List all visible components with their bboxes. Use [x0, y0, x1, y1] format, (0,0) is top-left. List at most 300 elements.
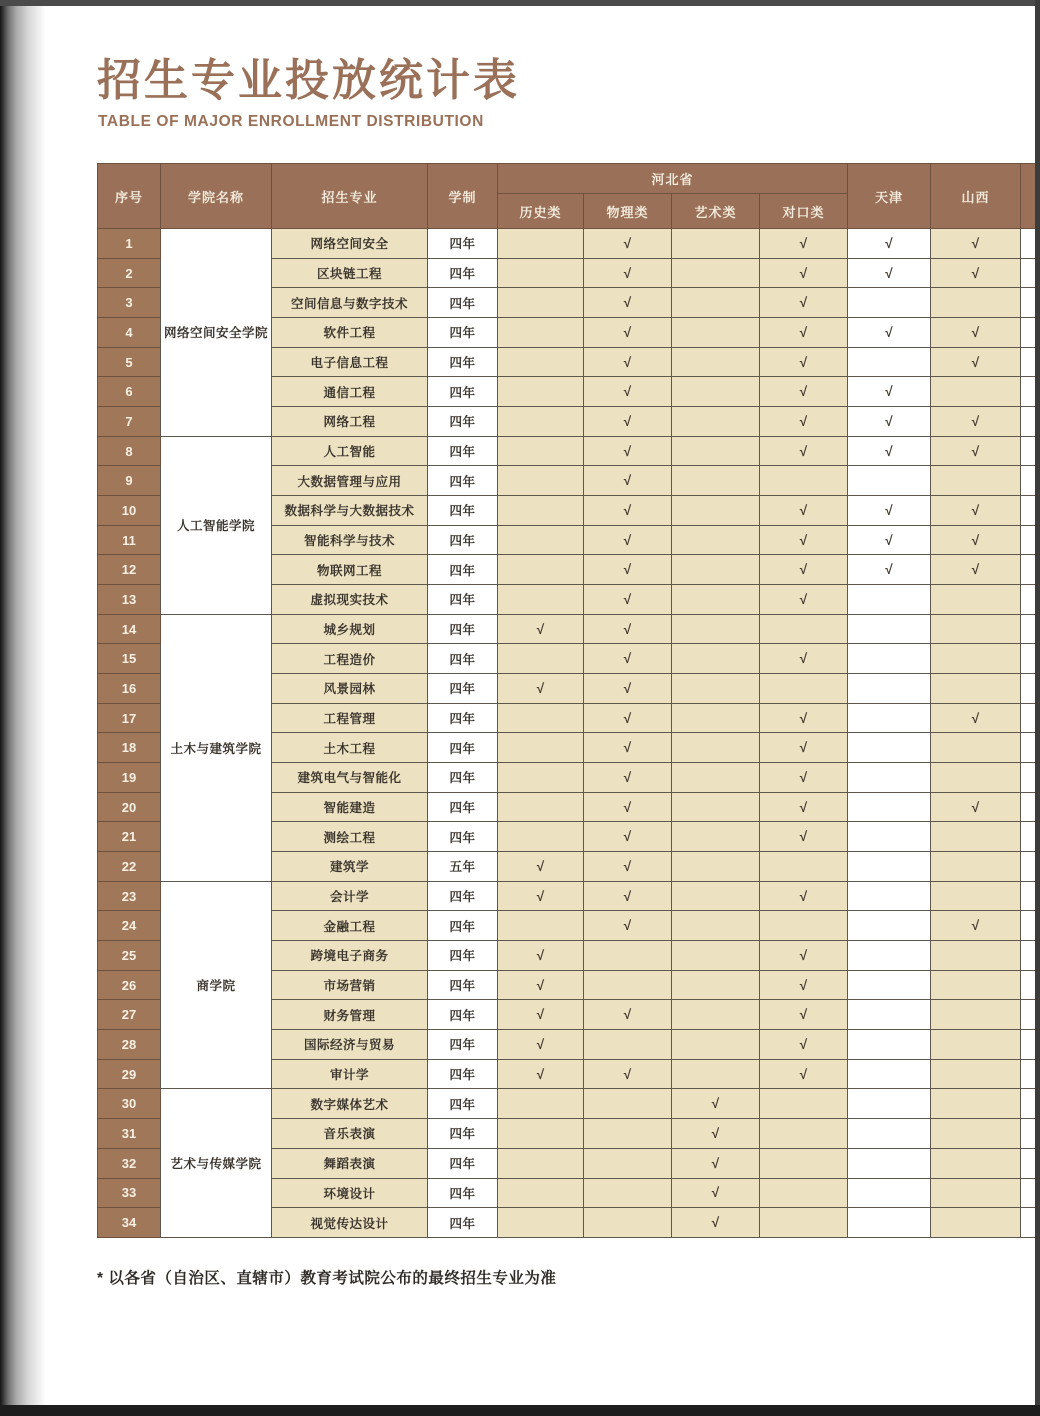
major-cell: 建筑电气与智能化	[272, 763, 428, 793]
check-cell-physics: √	[584, 377, 672, 407]
check-cell-history: √	[498, 1030, 584, 1060]
major-cell: 工程造价	[272, 644, 428, 674]
overflow-cut-cell	[1021, 436, 1035, 466]
check-cell-shanxi	[931, 822, 1021, 852]
major-cell: 审计学	[272, 1059, 428, 1089]
check-cell-arts	[672, 288, 760, 318]
header-history: 历史类	[498, 194, 584, 229]
row-number-cell: 1	[98, 229, 161, 259]
check-cell-tianjin	[848, 585, 931, 615]
check-cell-tianjin	[848, 288, 931, 318]
check-cell-arts: √	[672, 1178, 760, 1208]
header-college: 学院名称	[161, 164, 272, 229]
major-cell: 人工智能	[272, 436, 428, 466]
check-cell-tianjin	[848, 674, 931, 704]
check-cell-tianjin	[848, 644, 931, 674]
header-arts: 艺术类	[672, 194, 760, 229]
check-cell-duikou: √	[760, 733, 848, 763]
check-cell-physics	[584, 1030, 672, 1060]
major-cell: 市场营销	[272, 970, 428, 1000]
row-number-cell: 8	[98, 436, 161, 466]
check-cell-shanxi	[931, 585, 1021, 615]
check-cell-tianjin: √	[848, 229, 931, 259]
check-cell-history	[498, 288, 584, 318]
overflow-cut-cell	[1021, 258, 1035, 288]
check-cell-shanxi	[931, 288, 1021, 318]
check-cell-physics: √	[584, 585, 672, 615]
check-cell-physics	[584, 970, 672, 1000]
overflow-cut-cell	[1021, 941, 1035, 971]
header-row-1	[98, 164, 1036, 194]
check-cell-arts	[672, 525, 760, 555]
header-physics: 物理类	[584, 194, 672, 229]
check-cell-duikou	[760, 674, 848, 704]
major-cell: 智能科学与技术	[272, 525, 428, 555]
check-cell-shanxi	[931, 614, 1021, 644]
major-cell: 音乐表演	[272, 1119, 428, 1149]
check-cell-arts	[672, 318, 760, 348]
row-number-cell: 4	[98, 318, 161, 348]
check-cell-physics: √	[584, 763, 672, 793]
duration-cell: 四年	[428, 288, 498, 318]
check-cell-physics: √	[584, 318, 672, 348]
overflow-cut-cell	[1021, 585, 1035, 615]
check-cell-shanxi	[931, 466, 1021, 496]
check-cell-history	[498, 318, 584, 348]
check-cell-history	[498, 585, 584, 615]
major-cell: 环境设计	[272, 1178, 428, 1208]
overflow-cut-cell	[1021, 318, 1035, 348]
check-cell-tianjin: √	[848, 555, 931, 585]
row-number-cell: 29	[98, 1059, 161, 1089]
overflow-cut-cell	[1021, 822, 1035, 852]
row-number-cell: 2	[98, 258, 161, 288]
check-cell-duikou: √	[760, 644, 848, 674]
check-cell-history	[498, 377, 584, 407]
major-cell: 跨境电子商务	[272, 941, 428, 971]
major-cell: 空间信息与数字技术	[272, 288, 428, 318]
duration-cell: 四年	[428, 1208, 498, 1238]
check-cell-physics: √	[584, 822, 672, 852]
check-cell-duikou: √	[760, 585, 848, 615]
check-cell-arts	[672, 377, 760, 407]
major-cell: 网络空间安全	[272, 229, 428, 259]
row-number-cell: 23	[98, 881, 161, 911]
check-cell-tianjin	[848, 911, 931, 941]
check-cell-arts	[672, 763, 760, 793]
overflow-cut-cell	[1021, 1089, 1035, 1119]
check-cell-shanxi	[931, 1178, 1021, 1208]
check-cell-shanxi	[931, 763, 1021, 793]
overflow-cut-cell	[1021, 347, 1035, 377]
duration-cell: 四年	[428, 496, 498, 526]
header-hebei-group: 河北省	[498, 164, 848, 194]
check-cell-physics	[584, 1208, 672, 1238]
duration-cell: 四年	[428, 970, 498, 1000]
major-cell: 金融工程	[272, 911, 428, 941]
duration-cell: 四年	[428, 1059, 498, 1089]
check-cell-history	[498, 911, 584, 941]
duration-cell: 四年	[428, 614, 498, 644]
overflow-cut-cell	[1021, 881, 1035, 911]
check-cell-tianjin	[848, 970, 931, 1000]
check-cell-arts	[672, 347, 760, 377]
check-cell-history	[498, 229, 584, 259]
check-cell-shanxi: √	[931, 318, 1021, 348]
check-cell-duikou: √	[760, 941, 848, 971]
check-cell-shanxi: √	[931, 229, 1021, 259]
photo-edge-right	[1035, 0, 1040, 1416]
check-cell-arts	[672, 496, 760, 526]
check-cell-history	[498, 1089, 584, 1119]
check-cell-physics: √	[584, 258, 672, 288]
check-cell-tianjin: √	[848, 436, 931, 466]
duration-cell: 四年	[428, 436, 498, 466]
check-cell-tianjin: √	[848, 258, 931, 288]
check-cell-physics	[584, 1148, 672, 1178]
row-number-cell: 32	[98, 1148, 161, 1178]
overflow-cut-cell	[1021, 1059, 1035, 1089]
duration-cell: 四年	[428, 1030, 498, 1060]
overflow-cut-cell	[1021, 644, 1035, 674]
row-number-cell: 17	[98, 703, 161, 733]
row-number-cell: 16	[98, 674, 161, 704]
check-cell-arts	[672, 881, 760, 911]
check-cell-shanxi	[931, 1089, 1021, 1119]
check-cell-shanxi	[931, 377, 1021, 407]
row-number-cell: 12	[98, 555, 161, 585]
check-cell-tianjin	[848, 1030, 931, 1060]
check-cell-shanxi: √	[931, 555, 1021, 585]
check-cell-tianjin	[848, 1148, 931, 1178]
check-cell-physics: √	[584, 466, 672, 496]
check-cell-shanxi: √	[931, 258, 1021, 288]
row-number-cell: 13	[98, 585, 161, 615]
duration-cell: 四年	[428, 258, 498, 288]
row-number-cell: 14	[98, 614, 161, 644]
duration-cell: 四年	[428, 881, 498, 911]
duration-cell: 四年	[428, 555, 498, 585]
check-cell-history: √	[498, 881, 584, 911]
check-cell-shanxi	[931, 852, 1021, 882]
overflow-cut-cell	[1021, 614, 1035, 644]
check-cell-duikou	[760, 1148, 848, 1178]
check-cell-tianjin: √	[848, 377, 931, 407]
table-row	[98, 614, 1036, 644]
duration-cell: 四年	[428, 1119, 498, 1149]
overflow-cut-cell	[1021, 970, 1035, 1000]
check-cell-duikou: √	[760, 970, 848, 1000]
check-cell-history	[498, 496, 584, 526]
duration-cell: 四年	[428, 407, 498, 437]
check-cell-duikou	[760, 1178, 848, 1208]
check-cell-shanxi	[931, 881, 1021, 911]
check-cell-physics: √	[584, 792, 672, 822]
row-number-cell: 18	[98, 733, 161, 763]
check-cell-arts	[672, 1030, 760, 1060]
check-cell-shanxi: √	[931, 911, 1021, 941]
check-cell-duikou: √	[760, 407, 848, 437]
overflow-cut-cell	[1021, 407, 1035, 437]
check-cell-duikou	[760, 614, 848, 644]
check-cell-physics: √	[584, 733, 672, 763]
college-name-cell: 网络空间安全学院	[161, 229, 272, 437]
check-cell-tianjin	[848, 763, 931, 793]
check-cell-history: √	[498, 1059, 584, 1089]
row-number-cell: 9	[98, 466, 161, 496]
check-cell-history	[498, 258, 584, 288]
check-cell-duikou	[760, 911, 848, 941]
check-cell-duikou: √	[760, 703, 848, 733]
check-cell-history	[498, 466, 584, 496]
check-cell-history: √	[498, 614, 584, 644]
check-cell-tianjin	[848, 852, 931, 882]
major-cell: 虚拟现实技术	[272, 585, 428, 615]
check-cell-arts	[672, 941, 760, 971]
check-cell-physics: √	[584, 229, 672, 259]
check-cell-duikou: √	[760, 525, 848, 555]
major-cell: 城乡规划	[272, 614, 428, 644]
check-cell-history	[498, 1119, 584, 1149]
check-cell-tianjin	[848, 1000, 931, 1030]
check-cell-history	[498, 1208, 584, 1238]
overflow-cut-cell	[1021, 1208, 1035, 1238]
row-number-cell: 31	[98, 1119, 161, 1149]
row-number-cell: 11	[98, 525, 161, 555]
check-cell-shanxi	[931, 941, 1021, 971]
major-cell: 数据科学与大数据技术	[272, 496, 428, 526]
header-duration: 学制	[428, 164, 498, 229]
major-cell: 风景园林	[272, 674, 428, 704]
check-cell-arts	[672, 852, 760, 882]
college-name-cell: 土木与建筑学院	[161, 614, 272, 881]
check-cell-tianjin	[848, 1208, 931, 1238]
page-title: 招生专业投放统计表	[97, 56, 520, 105]
check-cell-arts	[672, 733, 760, 763]
overflow-cut-cell	[1021, 852, 1035, 882]
check-cell-shanxi	[931, 1148, 1021, 1178]
check-cell-history: √	[498, 970, 584, 1000]
check-cell-history	[498, 763, 584, 793]
check-cell-arts: √	[672, 1148, 760, 1178]
check-cell-shanxi	[931, 674, 1021, 704]
overflow-cut-cell	[1021, 377, 1035, 407]
check-cell-tianjin	[848, 733, 931, 763]
overflow-cut-cell	[1021, 229, 1035, 259]
major-cell: 软件工程	[272, 318, 428, 348]
check-cell-duikou: √	[760, 288, 848, 318]
major-cell: 物联网工程	[272, 555, 428, 585]
check-cell-tianjin	[848, 1059, 931, 1089]
check-cell-physics: √	[584, 644, 672, 674]
row-number-cell: 24	[98, 911, 161, 941]
check-cell-duikou: √	[760, 377, 848, 407]
check-cell-tianjin: √	[848, 318, 931, 348]
duration-cell: 四年	[428, 347, 498, 377]
major-cell: 智能建造	[272, 792, 428, 822]
check-cell-shanxi	[931, 1119, 1021, 1149]
check-cell-tianjin	[848, 614, 931, 644]
check-cell-history	[498, 703, 584, 733]
table-body	[98, 229, 1036, 1238]
major-cell: 测绘工程	[272, 822, 428, 852]
check-cell-physics: √	[584, 852, 672, 882]
major-cell: 通信工程	[272, 377, 428, 407]
duration-cell: 四年	[428, 733, 498, 763]
check-cell-physics: √	[584, 407, 672, 437]
check-cell-arts	[672, 614, 760, 644]
major-cell: 数字媒体艺术	[272, 1089, 428, 1119]
row-number-cell: 3	[98, 288, 161, 318]
major-cell: 视觉传达设计	[272, 1208, 428, 1238]
overflow-cut-cell	[1021, 792, 1035, 822]
header-shanxi: 山西	[931, 164, 1021, 229]
row-number-cell: 30	[98, 1089, 161, 1119]
major-cell: 会计学	[272, 881, 428, 911]
check-cell-shanxi: √	[931, 792, 1021, 822]
check-cell-duikou: √	[760, 258, 848, 288]
major-cell: 电子信息工程	[272, 347, 428, 377]
check-cell-shanxi	[931, 1059, 1021, 1089]
header-duikou: 对口类	[760, 194, 848, 229]
check-cell-tianjin: √	[848, 496, 931, 526]
check-cell-physics: √	[584, 614, 672, 644]
duration-cell: 四年	[428, 644, 498, 674]
check-cell-arts	[672, 466, 760, 496]
college-name-cell: 艺术与传媒学院	[161, 1089, 272, 1237]
overflow-cut-cell	[1021, 911, 1035, 941]
check-cell-tianjin	[848, 941, 931, 971]
duration-cell: 四年	[428, 585, 498, 615]
duration-cell: 四年	[428, 377, 498, 407]
duration-cell: 四年	[428, 763, 498, 793]
check-cell-shanxi: √	[931, 407, 1021, 437]
check-cell-history: √	[498, 941, 584, 971]
check-cell-shanxi: √	[931, 436, 1021, 466]
duration-cell: 五年	[428, 852, 498, 882]
header-major: 招生专业	[272, 164, 428, 229]
check-cell-tianjin	[848, 1119, 931, 1149]
overflow-cut-cell	[1021, 674, 1035, 704]
check-cell-duikou: √	[760, 881, 848, 911]
page-subtitle: TABLE OF MAJOR ENROLLMENT DISTRIBUTION	[98, 113, 484, 130]
duration-cell: 四年	[428, 703, 498, 733]
check-cell-history	[498, 555, 584, 585]
table-row	[98, 881, 1036, 911]
duration-cell: 四年	[428, 466, 498, 496]
check-cell-physics	[584, 941, 672, 971]
overflow-cut-cell	[1021, 288, 1035, 318]
check-cell-duikou	[760, 1119, 848, 1149]
check-cell-shanxi	[931, 1030, 1021, 1060]
check-cell-arts	[672, 1000, 760, 1030]
row-number-cell: 19	[98, 763, 161, 793]
row-number-cell: 21	[98, 822, 161, 852]
check-cell-arts: √	[672, 1208, 760, 1238]
row-number-cell: 20	[98, 792, 161, 822]
row-number-cell: 27	[98, 1000, 161, 1030]
check-cell-arts	[672, 792, 760, 822]
enrollment-table-wrap	[97, 163, 1035, 1238]
duration-cell: 四年	[428, 318, 498, 348]
footnote: * 以各省（自治区、直辖市）教育考试院公布的最终招生专业为准	[97, 1270, 557, 1287]
overflow-cut-cell	[1021, 733, 1035, 763]
check-cell-physics: √	[584, 496, 672, 526]
duration-cell: 四年	[428, 1089, 498, 1119]
table-header	[98, 164, 1036, 229]
check-cell-history	[498, 525, 584, 555]
check-cell-shanxi	[931, 970, 1021, 1000]
duration-cell: 四年	[428, 1000, 498, 1030]
check-cell-history	[498, 792, 584, 822]
check-cell-tianjin	[848, 347, 931, 377]
check-cell-history	[498, 644, 584, 674]
check-cell-physics: √	[584, 1000, 672, 1030]
check-cell-physics: √	[584, 555, 672, 585]
major-cell: 土木工程	[272, 733, 428, 763]
check-cell-history	[498, 1178, 584, 1208]
header-xuhao: 序号	[98, 164, 161, 229]
check-cell-arts	[672, 911, 760, 941]
check-cell-duikou: √	[760, 496, 848, 526]
check-cell-physics: √	[584, 288, 672, 318]
table-row	[98, 229, 1036, 259]
check-cell-duikou: √	[760, 229, 848, 259]
check-cell-physics	[584, 1178, 672, 1208]
college-name-cell: 人工智能学院	[161, 436, 272, 614]
check-cell-arts	[672, 436, 760, 466]
header-tianjin: 天津	[848, 164, 931, 229]
row-number-cell: 34	[98, 1208, 161, 1238]
overflow-cut-cell	[1021, 703, 1035, 733]
check-cell-physics: √	[584, 525, 672, 555]
check-cell-physics: √	[584, 347, 672, 377]
check-cell-arts	[672, 822, 760, 852]
row-number-cell: 7	[98, 407, 161, 437]
check-cell-tianjin: √	[848, 525, 931, 555]
check-cell-arts	[672, 644, 760, 674]
check-cell-history	[498, 733, 584, 763]
check-cell-duikou: √	[760, 1000, 848, 1030]
check-cell-physics	[584, 1119, 672, 1149]
major-cell: 建筑学	[272, 852, 428, 882]
check-cell-physics: √	[584, 1059, 672, 1089]
major-cell: 区块链工程	[272, 258, 428, 288]
photo-edge-bottom	[0, 1405, 1040, 1416]
check-cell-tianjin	[848, 881, 931, 911]
table-row	[98, 1089, 1036, 1119]
check-cell-physics: √	[584, 881, 672, 911]
duration-cell: 四年	[428, 792, 498, 822]
check-cell-history	[498, 822, 584, 852]
duration-cell: 四年	[428, 525, 498, 555]
check-cell-shanxi	[931, 1208, 1021, 1238]
check-cell-tianjin: √	[848, 407, 931, 437]
overflow-cut-cell	[1021, 555, 1035, 585]
check-cell-shanxi	[931, 644, 1021, 674]
check-cell-history	[498, 1148, 584, 1178]
check-cell-duikou: √	[760, 318, 848, 348]
overflow-cut-cell	[1021, 1030, 1035, 1060]
duration-cell: 四年	[428, 822, 498, 852]
row-number-cell: 33	[98, 1178, 161, 1208]
check-cell-shanxi: √	[931, 703, 1021, 733]
overflow-cut-cell	[1021, 525, 1035, 555]
row-number-cell: 15	[98, 644, 161, 674]
row-number-cell: 22	[98, 852, 161, 882]
overflow-cut-cell	[1021, 1000, 1035, 1030]
check-cell-physics: √	[584, 674, 672, 704]
